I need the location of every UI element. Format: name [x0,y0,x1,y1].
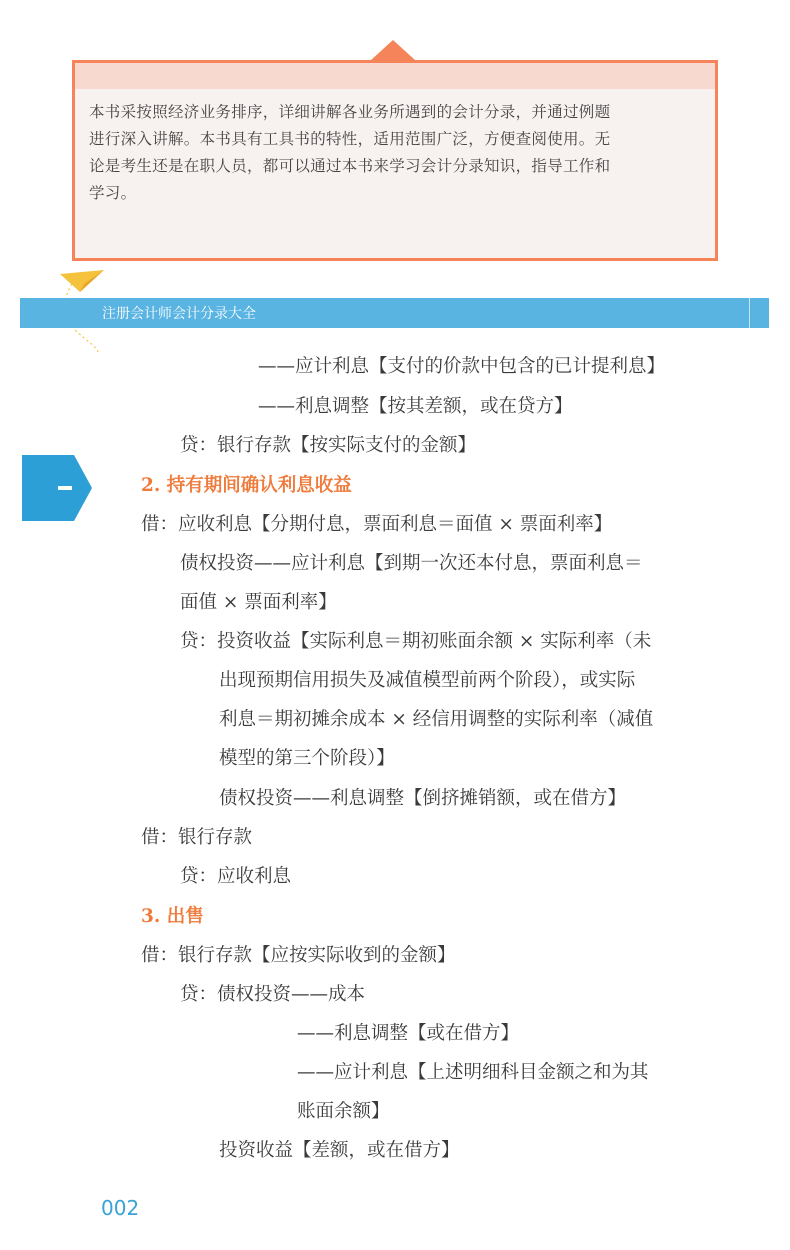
entry-line: ——利息调整【按其差额，或在贷方】 [258,396,573,417]
intro-top-band [75,63,715,89]
header-divider [749,298,750,328]
entry-line: ——应计利息【支付的价款中包含的已计提利息】 [258,356,666,377]
entry-line: 债权投资——利息调整【倒挤摊销额，或在借方】 [219,788,627,809]
entry-line: ——利息调整【或在借方】 [297,1023,520,1044]
intro-line: 论是考生还是在职人员，都可以通过本书来学习会计分录知识，指导工作和 [89,157,611,175]
intro-box [72,60,718,261]
entry-line: 面值 × 票面利率】 [180,592,337,613]
entry-line: 借：银行存款【应按实际收到的金额】 [141,945,456,966]
entry-line: 投资收益【差额，或在借方】 [219,1140,460,1161]
section-header-bar [20,298,769,328]
page-number: 002 [101,1196,140,1220]
intro-line: 进行深入讲解。本书具有工具书的特性，适用范围广泛，方便查阅使用。无 [89,130,611,148]
intro-text [89,99,701,207]
side-tab-marker [22,455,94,521]
entry-line: 利息＝期初摊余成本 × 经信用调整的实际利率（减值 [219,709,654,730]
entry-line: 贷：应收利息 [180,866,292,887]
entry-line: 模型的第三个阶段）】 [219,748,395,769]
entry-line: 贷：银行存款【按实际支付的金额】 [180,435,477,456]
entry-line: 账面余额】 [297,1101,390,1122]
entry-line: 借：应收利息【分期付息，票面利息＝面值 × 票面利率】 [141,514,613,535]
intro-line: 学习。 [89,184,137,202]
entry-line: ——应计利息【上述明细科目金额之和为其 [297,1062,649,1083]
section-heading: 3. 出售 [141,906,204,927]
entry-line: 借：银行存款 [141,827,253,848]
entry-line: 贷：债权投资——成本 [180,984,366,1005]
entry-line: 债权投资——应计利息【到期一次还本付息，票面利息＝ [180,553,643,574]
entry-line: 贷：投资收益【实际利息＝期初账面余额 × 实际利率（未 [180,631,652,652]
section-header-title: 注册会计师会计分录大全 [102,306,256,322]
intro-line: 本书采按照经济业务排序，详细讲解各业务所遇到的会计分录，并通过例题 [89,103,611,121]
intro-pointer [371,40,415,60]
entry-line: 出现预期信用损失及减值模型前两个阶段），或实际 [219,670,636,691]
section-heading: 2. 持有期间确认利息收益 [141,475,352,496]
